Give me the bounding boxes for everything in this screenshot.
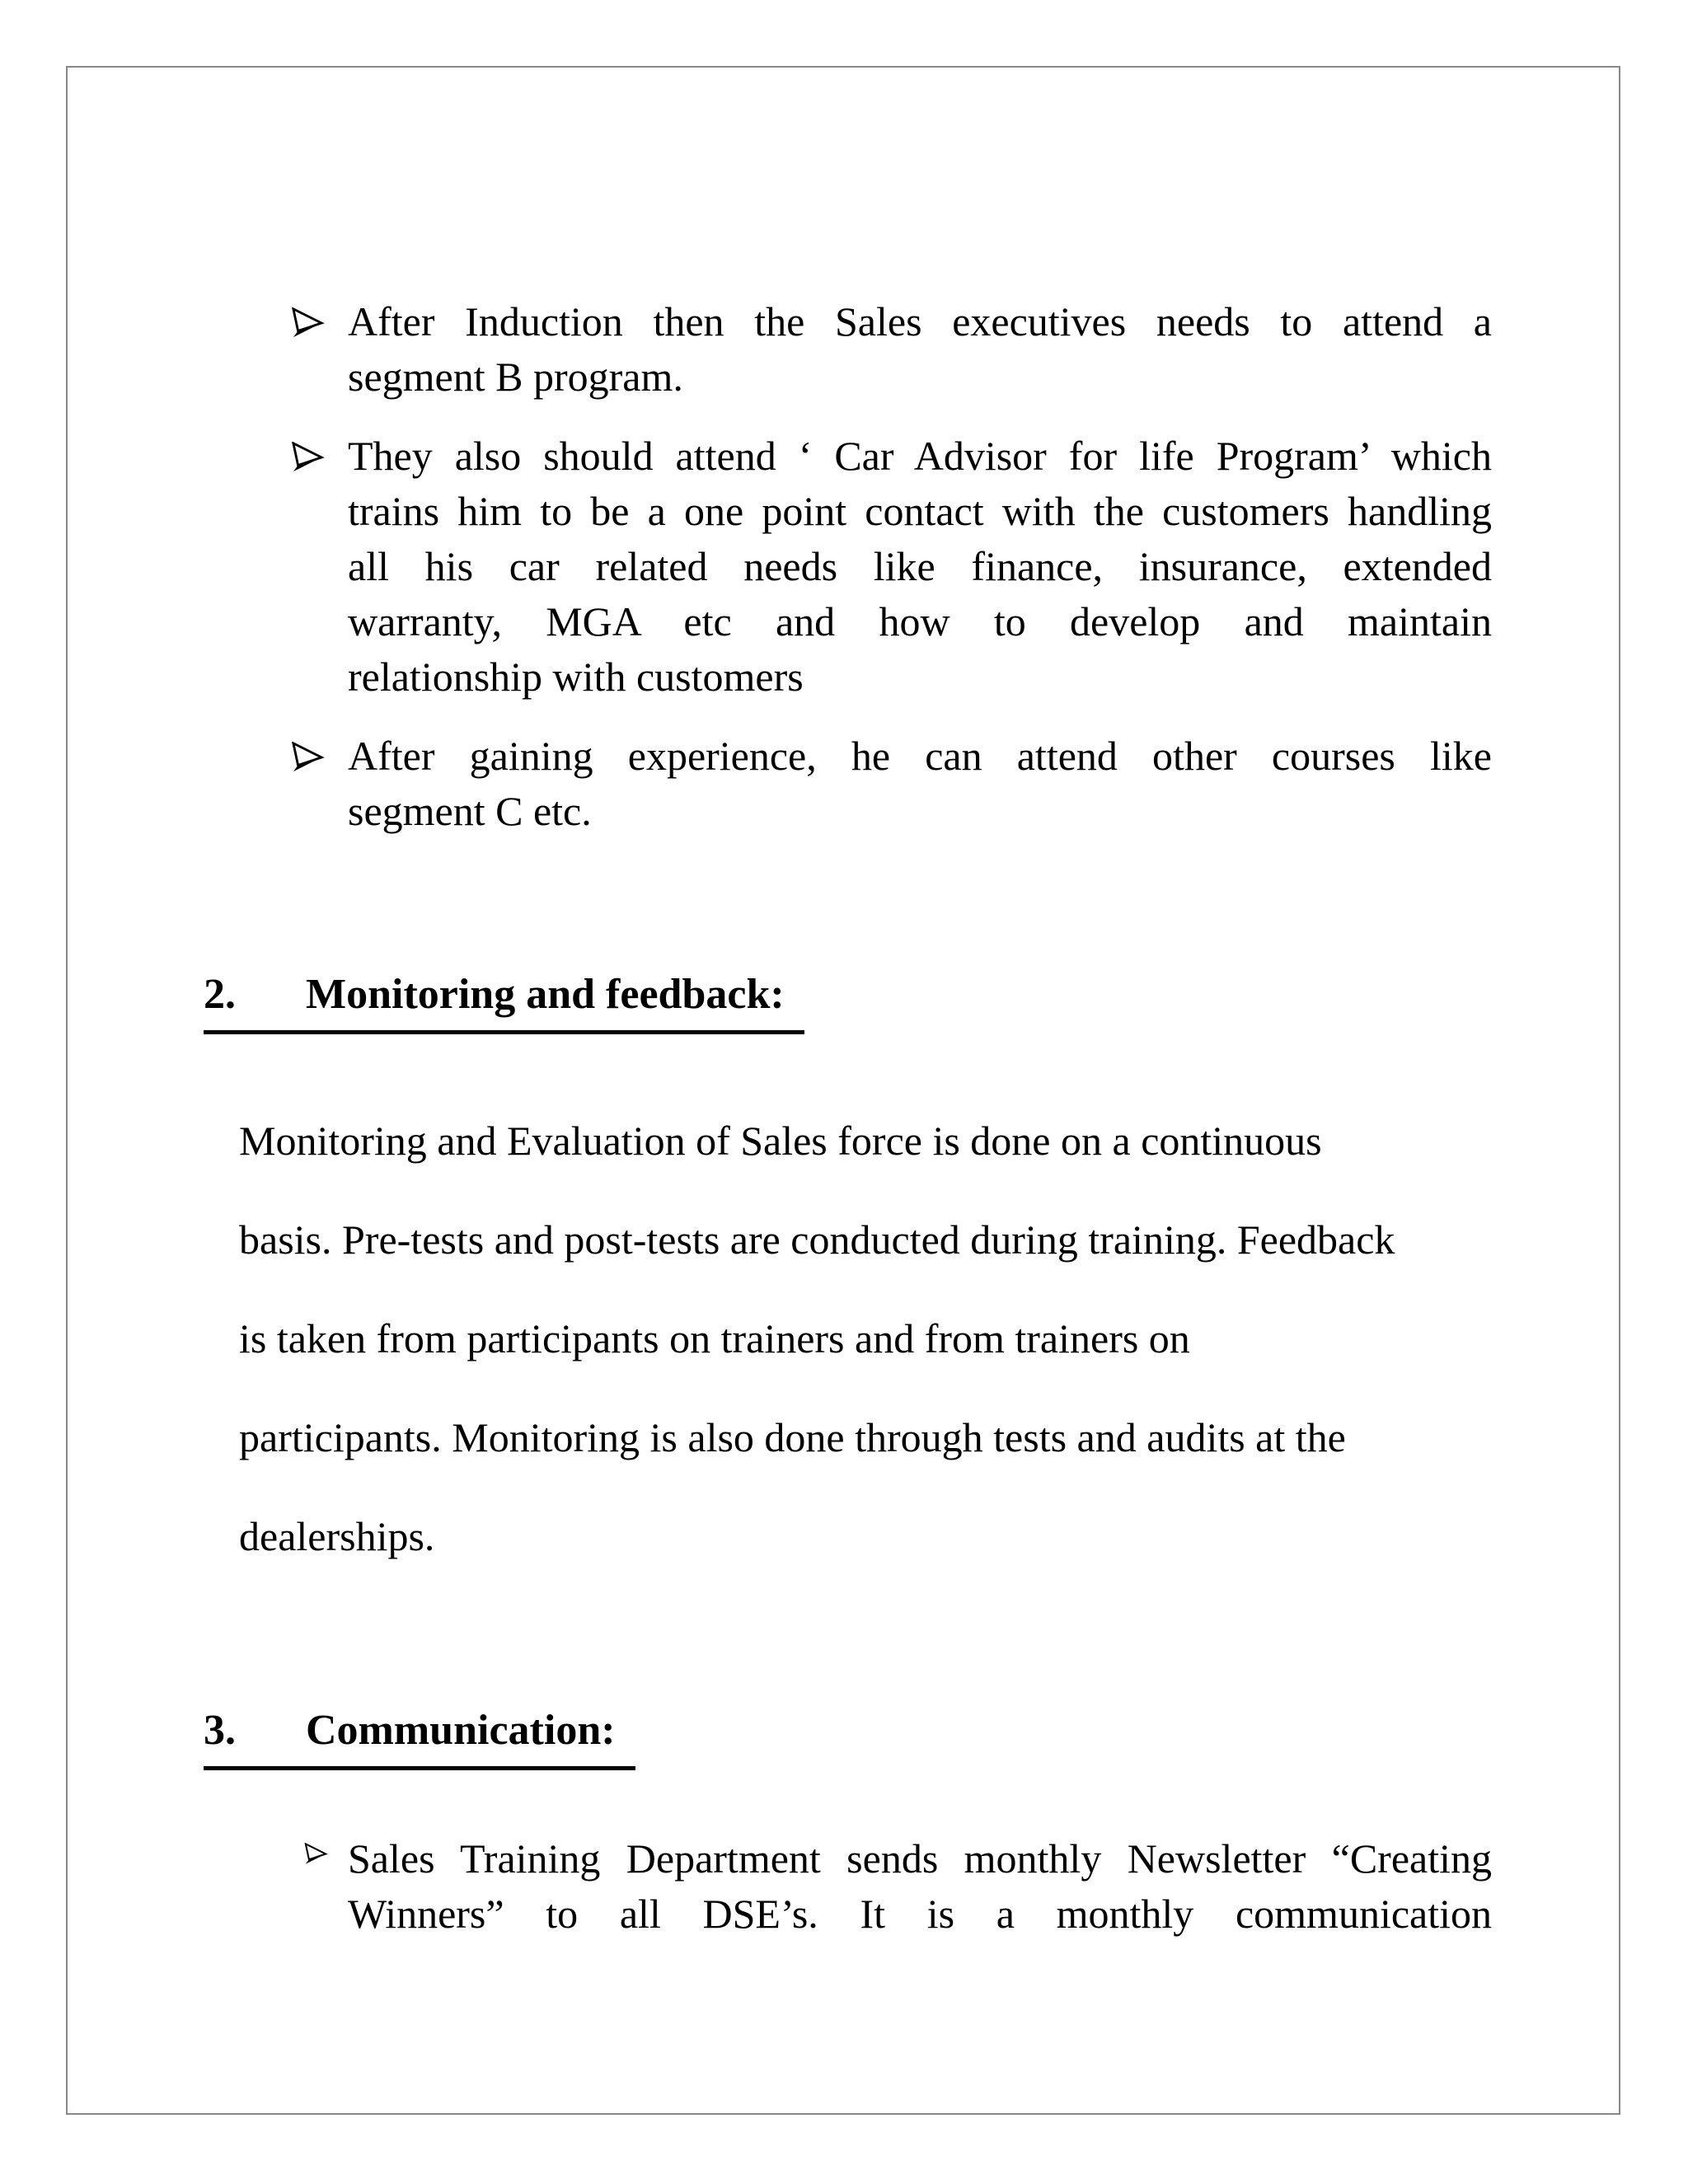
- arrowhead-bullet-icon: [290, 742, 325, 773]
- document-page: [66, 66, 1620, 2115]
- heading-title: Monitoring and feedback:: [306, 971, 785, 1018]
- text-line: participants. Monitoring is also done through tests and audits at the: [239, 1414, 1346, 1460]
- heading-inner: [204, 1704, 635, 1770]
- heading-inner: [204, 968, 804, 1034]
- text-line: After Induction then the Sales executives needs to attend a: [348, 298, 1492, 344]
- heading-communication: [204, 1704, 635, 1770]
- heading-number: 2.: [204, 971, 236, 1018]
- text-line: trains him to be a one point contact with the customers handling: [348, 488, 1492, 534]
- bullet-list-communication: [290, 1831, 1492, 1966]
- text-line: dealerships.: [239, 1513, 435, 1559]
- bullet-text: [348, 1831, 1492, 1942]
- text-line: basis. Pre-tests and post-tests are conducted during training. Feedback: [239, 1216, 1395, 1263]
- arrowhead-bullet-icon: [290, 442, 325, 473]
- text-line: segment B program.: [348, 354, 683, 400]
- bullet-text: [348, 429, 1492, 705]
- text-line: relationship with customers: [348, 654, 804, 700]
- text-line: Sales Training Department sends monthly Newsletter “Creating: [348, 1835, 1492, 1882]
- bullet-item: [290, 429, 1492, 705]
- text-line: Winners” to all DSE’s. It is a monthly communication: [348, 1891, 1492, 1937]
- text-line: warranty, MGA etc and how to develop and maintain: [348, 598, 1492, 644]
- text-line: all his car related needs like finance, insurance, extended: [348, 543, 1492, 589]
- bullet-text: [348, 294, 1492, 405]
- bullet-text: [348, 729, 1492, 839]
- arrowhead-bullet-icon: [290, 307, 325, 339]
- bullet-item: [290, 1831, 1492, 1942]
- text-line: After gaining experience, he can attend other courses like: [348, 733, 1492, 779]
- paragraph-monitoring: [239, 1091, 1395, 1586]
- bullet-list-training: [290, 294, 1492, 863]
- bullet-item: [290, 294, 1492, 405]
- text-line: is taken from participants on trainers and from trainers on: [239, 1315, 1190, 1361]
- text-line: Monitoring and Evaluation of Sales force is done on a continuous: [239, 1118, 1322, 1164]
- heading-title: Communication:: [306, 1707, 616, 1754]
- heading-monitoring: [204, 968, 804, 1034]
- bullet-item: [290, 729, 1492, 839]
- text-line: They also should attend ‘ Car Advisor for life Program’ which: [348, 433, 1492, 479]
- arrowhead-bullet-icon: [303, 1843, 328, 1865]
- heading-number: 3.: [204, 1707, 236, 1754]
- text-line: segment C etc.: [348, 788, 592, 834]
